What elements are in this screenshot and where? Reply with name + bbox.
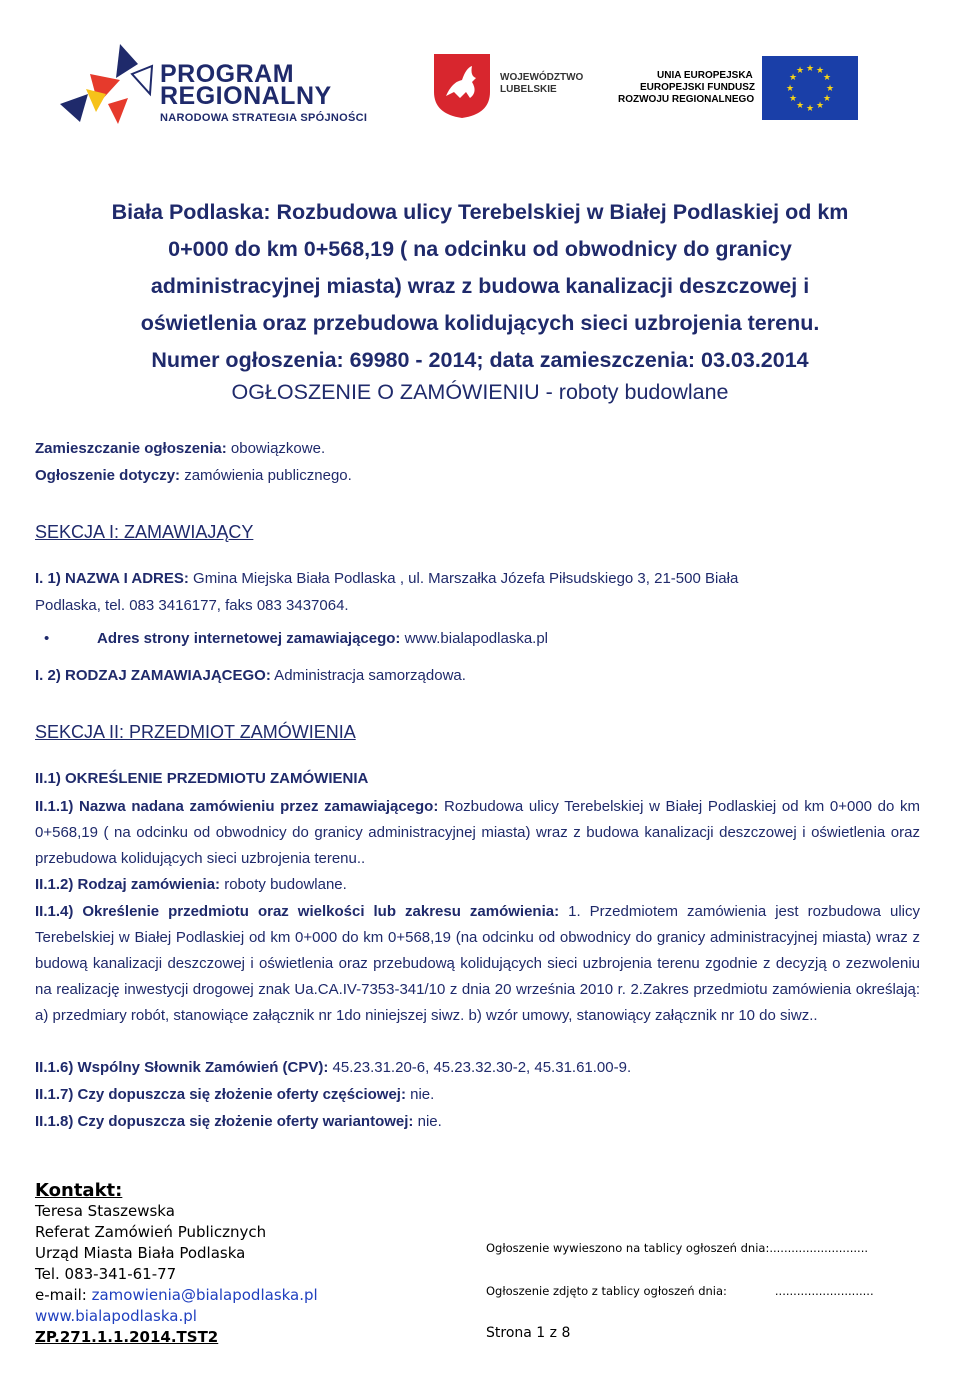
svg-text:★: ★	[815, 101, 825, 111]
ue-line2: EUROPEJSKI FUNDUSZ	[640, 82, 756, 93]
contact-email-label: e-mail:	[35, 1286, 92, 1304]
eu-flag-icon	[762, 56, 858, 120]
section2-variant-line	[35, 1113, 442, 1130]
section1-name-line1	[35, 570, 738, 587]
svg-text:★: ★	[815, 66, 825, 76]
svg-text:★: ★	[788, 94, 798, 104]
svg-text:★: ★	[822, 94, 832, 104]
section2-scope-value: 1. Przedmiotem zamówienia jest rozbudowa ulicy Terebelskiej w Białej Podlaskiej od km 0+000 do km 0+568,19 (na odcinku od obwodnicy do granicy administracyjnej miasta) wraz z budową kanalizacji deszczowej i oświetlenia oraz przebudową kolidujących sieci uzbrojenia terenu zgodnie z decyzją o zezwoleniu na realizację inwestycji drogowej znak Ua.CA.IV-7353-341/10 z dnia 20 września 2010 r. 2.Zakres przedmiotu zamówienia określają: a) przedmiary robót, stanowiące załącznik nr 1do niniejszej siwz. b) wzór umowy, stanowiący załącznik nr 10 do siwz..	[35, 903, 920, 1024]
program-line1: PROGRAM	[160, 60, 295, 88]
section2-cpv-value: 45.23.31.20-6, 45.23.32.30-2, 45.31.61.00-9.	[328, 1059, 632, 1076]
contact-email-link[interactable]: zamowienia@bialapodlaska.pl	[91, 1286, 318, 1304]
section2-kind-line	[35, 876, 347, 893]
section2-scope-paragraph	[35, 899, 920, 1029]
ue-line3: ROZWOJU REGIONALNEGO	[618, 94, 755, 105]
ue-line1: UNIA EUROPEJSKA	[657, 70, 753, 81]
section2-cpv-label: II.1.6) Wspólny Słownik Zamówień (CPV):	[35, 1059, 329, 1076]
removed-dots: ...........................	[774, 1284, 874, 1298]
section2-name-label: II.1.1) Nazwa nadana zamówieniu przez zamawiającego:	[35, 798, 439, 815]
section1-type-label: I. 2) RODZAJ ZAMAWIAJĄCEGO:	[35, 667, 271, 684]
svg-text:★: ★	[795, 101, 805, 111]
contact-website-link[interactable]: www.bialapodlaska.pl	[35, 1307, 197, 1325]
placement-value: obowiązkowe.	[226, 440, 326, 457]
section2-partial-line	[35, 1086, 434, 1103]
title-line3: administracyjnej miasta) wraz z budowa kanalizacji deszczowej i	[150, 274, 810, 298]
section2-partial-value: nie.	[405, 1086, 435, 1103]
lubelskie-line2: LUBELSKIE	[500, 84, 557, 95]
contact-signature: ZP.271.1.1.2014.TST2	[35, 1328, 219, 1346]
placement-label: Zamieszczanie ogłoszenia:	[35, 440, 227, 457]
posted-notice: Ogłoszenie wywieszono na tablicy ogłoszeń dnia:...........................	[486, 1241, 869, 1255]
title-line2: 0+000 do km 0+568,19 ( na odcinku od obwodnicy do granicy	[168, 237, 792, 261]
section1-heading: SEKCJA I: ZAMAWIAJĄCY	[35, 522, 254, 542]
svg-text:★: ★	[822, 73, 832, 83]
contact-block	[35, 1180, 318, 1348]
document-subtitle: OGŁOSZENIE O ZAMÓWIENIU - roboty budowlane	[231, 380, 729, 404]
section1-type-line	[35, 667, 466, 684]
lubelskie-line1: WOJEWÓDZTWO	[500, 72, 584, 83]
contact-email-line	[35, 1285, 318, 1306]
section2-partial-label: II.1.7) Czy dopuszcza się złożenie oferty częściowej:	[35, 1086, 406, 1103]
program-line3: NARODOWA STRATEGIA SPÓJNOŚCI	[160, 112, 368, 124]
section2-kind-value: roboty budowlane.	[220, 876, 347, 893]
section1-name-label: I. 1) NAZWA I ADRES:	[35, 570, 189, 587]
contact-office: Urząd Miasta Biała Podlaska	[35, 1244, 246, 1262]
concerns-value: zamówienia publicznego.	[180, 467, 352, 484]
lubelskie-coat-of-arms-icon	[432, 52, 492, 120]
section2-heading: SEKCJA II: PRZEDMIOT ZAMÓWIENIA	[35, 722, 356, 742]
placement-line	[35, 440, 325, 457]
section2-variant-label: II.1.8) Czy dopuszcza się złożenie oferty wariantowej:	[35, 1113, 414, 1130]
section2-cpv-line	[35, 1059, 631, 1076]
contact-department: Referat Zamówień Publicznych	[35, 1223, 267, 1241]
svg-text:★: ★	[825, 84, 835, 94]
title-line5: Numer ogłoszenia: 69980 - 2014; data zamieszczenia: 03.03.2014	[151, 348, 809, 372]
svg-text:★: ★	[785, 84, 795, 94]
concerns-label: Ogłoszenie dotyczy:	[35, 467, 181, 484]
concerns-line	[35, 467, 352, 484]
svg-text:★: ★	[795, 66, 805, 76]
section2-subheading: II.1) OKREŚLENIE PRZEDMIOTU ZAMÓWIENIA	[35, 770, 369, 787]
website-bullet-line	[35, 630, 548, 647]
section2-kind-label: II.1.2) Rodzaj zamówienia:	[35, 876, 221, 893]
document-title	[40, 194, 920, 379]
svg-text:★: ★	[805, 104, 815, 114]
program-line2: REGIONALNY	[160, 82, 332, 110]
title-line1: Biała Podlaska: Rozbudowa ulicy Terebelskiej w Białej Podlaskiej od km	[111, 200, 849, 224]
section2-scope-label: II.1.4) Określenie przedmiotu oraz wielkości lub zakresu zamówienia:	[35, 903, 560, 920]
section2-variant-value: nie.	[413, 1113, 442, 1130]
contact-phone: Tel. 083-341-61-77	[35, 1265, 177, 1283]
svg-text:★: ★	[788, 73, 798, 83]
section1-name-value1: Gmina Miejska Biała Podlaska , ul. Marszałka Józefa Piłsudskiego 3, 21-500 Biała	[188, 570, 739, 587]
section1-name-value2: Podlaska, tel. 083 3416177, faks 083 3437064.	[35, 597, 349, 614]
section2-name-paragraph	[35, 794, 920, 872]
svg-text:★: ★	[805, 64, 815, 74]
page-number: Strona 1 z 8	[486, 1325, 571, 1341]
removed-notice	[486, 1284, 874, 1298]
section2-name-value: Rozbudowa ulicy Terebelskiej w Białej Podlaskiej od km 0+000 do km 0+568,19 ( na odcinku od obwodnicy do granicy administracyjnej miasta) wraz z budowa kanalizacji deszczowej i oświetlenia oraz przebudowa kolidujących sieci uzbrojenia terenu..	[35, 798, 920, 867]
section1-type-value: Administracja samorządowa.	[270, 667, 466, 684]
title-line4: oświetlenia oraz przebudowa kolidujących sieci uzbrojenia terenu.	[140, 311, 820, 335]
website-value: www.bialapodlaska.pl	[400, 630, 549, 647]
bullet-icon: •	[44, 630, 50, 647]
contact-name: Teresa Staszewska	[35, 1202, 175, 1220]
contact-heading: Kontakt:	[35, 1180, 123, 1201]
website-label: Adres strony internetowej zamawiającego:	[97, 630, 401, 647]
removed-label: Ogłoszenie zdjęto z tablicy ogłoszeń dnia:	[486, 1284, 727, 1298]
